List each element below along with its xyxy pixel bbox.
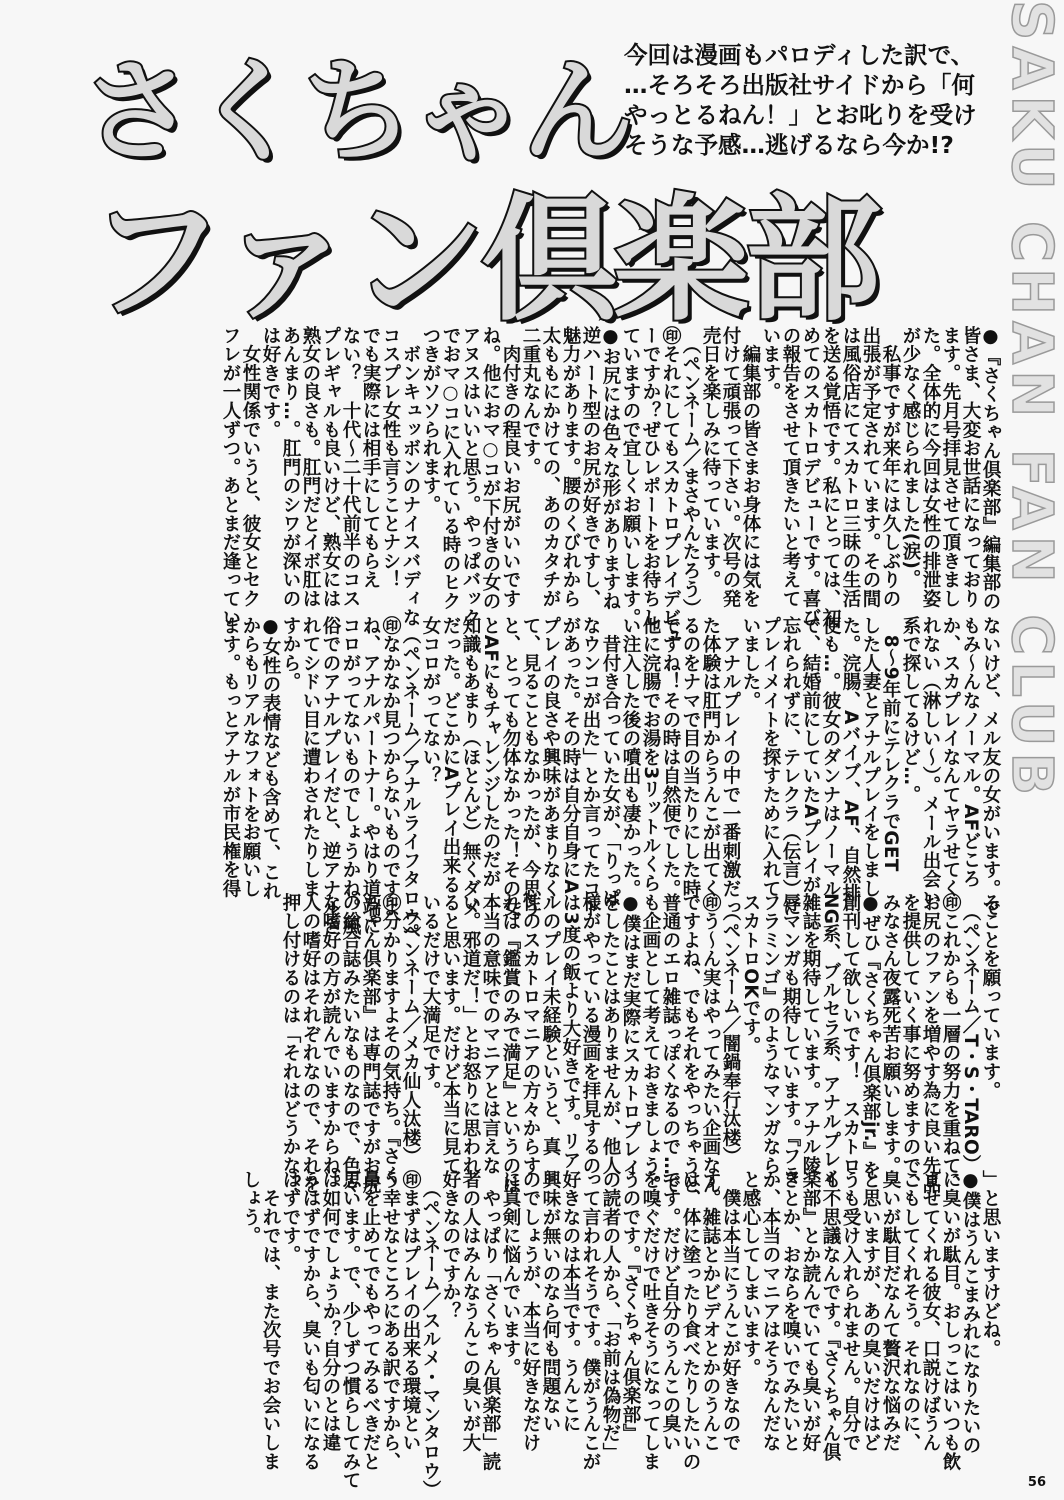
text-column: の報告をさせて頂きたいと考えて	[780, 326, 801, 608]
text-column: か、スカプレイなんてヤラせてく	[940, 616, 961, 898]
text-column: ㊞なかなか見つからないものですよ	[380, 616, 401, 917]
text-column: ですよね、でもそれをやっちゃうと	[680, 893, 701, 1194]
text-column: 肉付きの程良いお尻がいいです	[500, 326, 521, 608]
text-column: ●ぜひ『さくちゃん倶楽部jr.』を	[860, 893, 881, 1180]
text-column: 編集部の皆さまお身体には気を	[740, 326, 761, 608]
text-column: は如何でしょうか？自分のとは違	[320, 1170, 341, 1452]
text-column: ですね！その時は自然便でした。	[660, 616, 681, 898]
text-column: ね、アナルパートナー。やはり道端に	[360, 616, 381, 936]
text-column: と感心してしまいます。	[740, 1170, 761, 1377]
text-column: ㊞分かりますよその気持ち。『さく	[380, 893, 401, 1185]
side-decoration-band: SAKU CHAN FAN CLUB	[999, 0, 1064, 802]
text-column: とAFにもチャレンジしたのだが	[480, 616, 501, 888]
text-column: ●『さくちゃん倶楽部』編集部の	[980, 326, 1001, 611]
text-column: 逆ハート型のお尻が好きですし、	[580, 326, 601, 608]
text-column: 魅力があります。腰のくびれから	[560, 326, 581, 608]
text-column: お尻のファンを増やす為に良い先品	[920, 893, 941, 1194]
text-column: 知識もあまり（ほとんど）無くダメ	[460, 616, 481, 917]
text-column: れば『鑑賞のみで満足』というのは	[500, 893, 521, 1194]
text-column: うも受け入れられません。自分で	[840, 1170, 861, 1452]
text-column: 辱マンガも期待しています。『フラ	[780, 893, 801, 1185]
text-column: た。浣腸、Aバイブ、AF、自然排	[840, 616, 861, 903]
text-column: 人の嗜好はそれぞれなので、それを	[300, 893, 321, 1194]
text-column: ない？ 十代～二十代前半のコス	[340, 326, 361, 608]
text-column: 好きなのですか？	[440, 1170, 461, 1321]
caption-line: やっとるねん！」とお叱りを受け	[624, 101, 977, 129]
text-column: が少なく感じられました(涙)。	[900, 326, 921, 588]
text-column: 皆さま、大変お世話になっており	[960, 326, 981, 608]
text-column: 創刊して欲しいです！ スカトロ	[840, 893, 861, 1175]
text-column: の総合誌みたいなものなので、色々	[340, 893, 361, 1194]
text-column: 出張が予定されています。その間	[860, 326, 881, 608]
text-column: をしたことはありませんが、他人	[600, 893, 621, 1175]
text-column: です。だけど自分のうんこの臭い	[660, 1170, 681, 1452]
text-column: 女性関係でいうと、彼女とセク	[240, 326, 261, 608]
text-column: 系で探してるけど…。	[900, 616, 921, 804]
text-column: い注入した後の噴出も凄かった。	[620, 616, 641, 898]
text-column: って言われそうです。僕がうんこが	[580, 1170, 601, 1471]
text-column: のでしょうが、本当に好きなだけ	[520, 1170, 541, 1452]
text-column: ます。先月号拝見させて頂きまし	[940, 326, 961, 608]
text-column: でおマ○コに入れている時のヒク	[440, 326, 461, 611]
text-column: いるだけで大満足です。	[420, 893, 441, 1100]
text-column: 楽部』とか読んでいても臭いが好	[800, 1170, 821, 1452]
text-column: 雑誌を期待しています。アナル陵	[800, 893, 821, 1175]
text-column: うのです。『さくちゃん倶楽部』	[620, 1170, 641, 1443]
text-column: ㊞それにしてもスカトロプレイデビュ	[660, 326, 681, 646]
text-column: ボンキュッボンのナイスバディな	[400, 326, 421, 627]
text-column: NG系、ブルセラ系、アナルプレイ	[820, 893, 841, 1188]
text-column: （ペンネーム／メカ仙人汰楼）	[400, 893, 421, 1166]
text-column: なウンコが出た」とか言ってたコト	[580, 616, 601, 917]
text-column: すから。	[280, 616, 301, 692]
text-column: プレイの良さや興味があまりなく	[540, 616, 561, 898]
text-column: た。全体的に今回は女性の排泄姿	[920, 326, 941, 608]
text-column: （ペンネーム／闇鍋奉行汰楼）	[720, 893, 741, 1166]
text-column: ないけど、メル友の女がいます。で	[980, 616, 1001, 917]
text-column: れてシドい目に遭わされたりしま	[300, 616, 321, 898]
text-column: アナルプレイの中で一番刺激だっ	[720, 616, 741, 917]
text-column: （ペンネーム／スルメ・マンタロウ）	[420, 1170, 441, 1500]
text-column: があった。その時は自分自身にA	[560, 616, 581, 894]
text-column: ませてくれる彼女、口説けばうん	[920, 1170, 941, 1452]
text-column: めてのスカトロデビューです。喜び	[800, 326, 821, 627]
text-column: ㊞まずはプレイの出来る環境とい	[400, 1170, 421, 1452]
text-column: は風俗店にてスカトロ三昧の生活	[840, 326, 861, 608]
text-column: はずです。	[280, 1170, 301, 1264]
page-number: 56	[1027, 1475, 1046, 1490]
text-column: は3度の飯より大好きです。リア	[560, 893, 581, 1170]
letters-tier-1	[220, 326, 1001, 646]
caption-line: …そろそろ出版社サイドから「何	[624, 71, 975, 99]
text-column: は好きです。	[260, 326, 281, 439]
text-column: 他に浣腸でお湯を3リットルくら	[640, 616, 661, 893]
text-column: （ペンネーム／まさやんたろう）	[680, 326, 701, 618]
text-column: 売日を楽しみに待っています。	[700, 326, 721, 590]
text-column: だった。どこかにAプレイ出来る	[440, 616, 461, 894]
text-column: れない（淋しい～）。メール出会い	[920, 616, 941, 908]
text-column: した人妻とアナルプレイをしまし	[860, 616, 881, 898]
text-column: ちゃん倶楽部』は専門誌ですがお尻	[360, 893, 381, 1194]
text-column: きとか、おならを嗅いでみたいと	[780, 1170, 801, 1452]
letters-tier-2	[220, 616, 1001, 946]
text-column: あんまり…。肛門のシワが深いの	[280, 326, 301, 608]
text-column: もみ～んなノーマル。AFどころ	[960, 616, 981, 888]
text-column: からもリアルなフォトをお願いし	[240, 616, 261, 898]
text-column: 8～9年前にテレクラでGET	[880, 616, 901, 872]
text-column: プレギャルも良いけど、熟女には	[320, 326, 341, 608]
text-column: ることを願っています。	[980, 893, 1001, 1100]
text-column: 忘れられずに、テレクラ（伝言）に	[780, 616, 801, 917]
text-column: い。邪道だ！」とお怒りに思われ	[460, 893, 481, 1175]
text-column: を嗅ぐだけで吐きそうになってしま	[640, 1170, 661, 1471]
caption-line: 今回は漫画もパロディした訳で、	[624, 41, 975, 69]
text-column: こもしてくれそう。それなのに、	[900, 1170, 921, 1452]
text-column: 僕は本当にうんこが好きなので	[720, 1170, 741, 1452]
text-column: いました。	[740, 616, 761, 710]
text-column: 鼻を止めてでもやってみるべきだと	[360, 1170, 381, 1471]
text-column: に真剣に悩んでいます。	[500, 1170, 521, 1377]
text-column: も不思議なんです。『さくちゃん倶	[820, 1170, 841, 1462]
text-column: と思いますが、あの臭いだけはど	[860, 1170, 881, 1452]
text-column: るのをナマで目の当たりにした時	[680, 616, 701, 898]
text-column: 性のスカトロマニアの方々からす	[520, 893, 541, 1175]
text-column: ㊞う～ん実はやってみたい企画なん	[700, 893, 721, 1194]
text-column: ーですか？ぜひレポートをお待ちし	[640, 326, 661, 627]
text-column: に臭いが駄目。おしっこはいつも飲	[940, 1170, 961, 1471]
text-column: で、結婚前にしていたAプレイが	[800, 616, 821, 894]
text-column: ●お尻には色々な形がありますね	[600, 326, 621, 611]
text-column: 押し付けるのは「それはどうかな？	[280, 893, 301, 1194]
text-column: ルのプレイ未経験というと、真	[540, 893, 561, 1157]
header-caption	[624, 40, 1014, 160]
text-column: ます。もっとアナルが市民権を得	[220, 616, 241, 898]
text-column: （ペンネーム／アナルライフタロウ）	[400, 616, 421, 946]
text-column: やっぱり「さくちゃん倶楽部」読	[480, 1170, 501, 1471]
text-column: 思います。で、少しずつ慣らしてみて	[340, 1170, 361, 1490]
text-column: 」と思いますけどね。	[980, 1170, 1001, 1358]
text-column: ていますので宜しくお願いします。	[620, 326, 641, 627]
text-column: 興味が無いのなら何も問題ない	[540, 1170, 561, 1434]
text-column: コロがってないものでしょうかね。風	[340, 616, 361, 936]
text-column: と、とっても勿体なかった！その女	[500, 616, 521, 917]
letters-tier-3	[280, 893, 1001, 1194]
text-column: （ペンネーム／T・S・TARO）	[960, 893, 981, 1174]
text-column: みなさん夜露死苦お願いします。	[880, 893, 901, 1175]
text-column: ●僕はまだ実際にスカトロプレイ	[620, 893, 641, 1178]
text-column: 二重丸なんです。	[520, 326, 541, 477]
text-column: は、体に塗ったり食べたりしたいの	[680, 1170, 701, 1471]
text-column: 俗でのアナルプレイだと、逆アナルさ	[320, 616, 341, 936]
page-title-line-1: さくちゃん	[82, 47, 632, 177]
letters-tier-4	[240, 1170, 1001, 1500]
text-column: コスプレ女性も言うことナシ！	[380, 326, 401, 590]
text-column: 付けて頑張って下さい。次号の発	[720, 326, 741, 608]
text-column: 便も…。彼女のダンナはノーマル	[820, 616, 841, 898]
text-column: つきがソソられます。	[420, 326, 441, 514]
text-column: も企画として考えておきましょう。	[640, 893, 661, 1194]
text-column: か、本当のマニアはそうなんだな	[760, 1170, 781, 1452]
text-column: 者の人はみんなうんこの臭いが大	[460, 1170, 481, 1452]
text-column: を提供していく事に努めますので、	[900, 893, 921, 1194]
text-column: しょう。	[240, 1170, 261, 1246]
text-column: 本当の意味でのマニアとは言えな	[480, 893, 501, 1175]
text-column: 昔付き合っていた女が、「りっぱ	[600, 616, 621, 908]
text-column: でも実際には相手にしてもらえ	[360, 326, 381, 590]
text-column: を送る覚悟です。私にとっては、初	[820, 326, 841, 627]
text-column: す。雑誌とかビデオとかのうんこ	[700, 1170, 721, 1452]
text-column: ㊞これからも一層の努力を重ねて、	[940, 893, 961, 1194]
text-column: ●僕はうんこまみれになりたいの	[960, 1170, 981, 1455]
text-column: います。	[760, 326, 781, 402]
text-column: 臭いが駄目だなんて贅沢な悩みだ	[880, 1170, 901, 1452]
text-column: 太ももにかけての、あのカタチが	[540, 326, 561, 608]
text-column: 普通のエロ雑誌っぽくなるので…で	[660, 893, 681, 1194]
text-column: の読者の人から、「お前は偽物だ」	[600, 1170, 621, 1462]
text-column: それでは、また次号でお会いしま	[260, 1170, 281, 1471]
text-column: フレが一人ずつ。あとまだ逢ってい	[220, 326, 241, 627]
text-column: スカトロOKです。	[740, 893, 761, 1056]
text-column: た体験は肛門からうんこが出てく	[700, 616, 721, 898]
text-column: うはずですから、臭いも匂いになる	[300, 1170, 321, 1471]
text-column: プレイメイトを探すために入れて	[760, 616, 781, 898]
text-column: 女コロがってない？	[420, 616, 441, 786]
text-column: て、見ることもなかったが、今思う	[520, 616, 541, 917]
text-column: な嗜好の方が読んでいますからね。	[320, 893, 341, 1194]
text-column: う幸せなところにある訳ですから、	[380, 1170, 401, 1471]
text-column: 熟女の良さも。肛門だとイボ肛は	[300, 326, 321, 608]
page-title-line-2: ファン倶楽部	[88, 182, 878, 340]
text-column: ると思います。だけど本当に見て	[440, 893, 461, 1175]
text-column: ね。他におマ○コが下付きの女の	[480, 326, 501, 611]
text-column: ●女性の表情なども含めて、これ	[260, 616, 281, 901]
caption-line: そうな予感…逃げるなら今か!?	[624, 131, 954, 159]
text-column: 好きなのは本当です。うんこに	[560, 1170, 581, 1434]
text-column: アヌスはいいと思う。やっぱバック	[460, 326, 481, 627]
text-column: 私事ですが来年には久しぶりの	[880, 326, 901, 608]
text-column: フラミンゴ』のようなマンガなら	[760, 893, 781, 1175]
text-column: 様がやっている漫画を拝見するの	[580, 893, 601, 1175]
